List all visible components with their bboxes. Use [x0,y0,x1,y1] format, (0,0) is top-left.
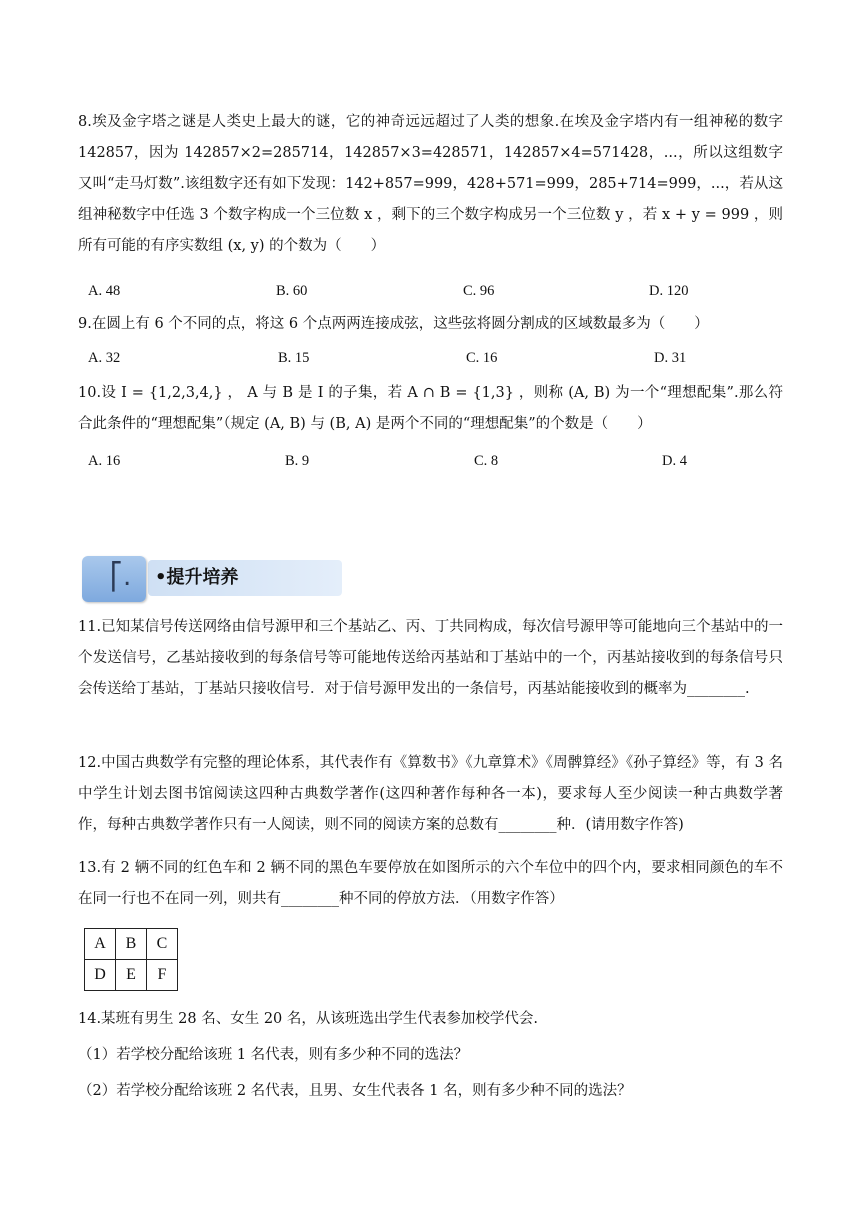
question-14-text: 14.某班有男生 28 名、女生 20 名，从该班选出学生代表参加校学代会. [78,1011,539,1027]
grid-cell-f: F [147,960,178,991]
question-10-text: 10.设 I = {1,2,3,4,} ， A 与 B 是 I 的子集，若 A ∩ B = {1,3} ，则称 (A, B) 为一个“理想配集”.那么符合此条件的“理想配集”（规定 (A, B) 与 (B, A) 是两个不同的“理想配集”的个数是（ ） [78,385,783,432]
section-title: •提升培养 [155,567,239,588]
q8-option-b: B. 60 [276,283,308,299]
q8-option-d: D. 120 [649,283,689,299]
q10-option-d: D. 4 [662,453,687,469]
question-14-part-1: （1）若学校分配给该班 1 名代表，则有多少种不同的选法？ [78,1047,469,1063]
question-8-options [88,279,728,303]
grid-cell-a: A [85,929,116,960]
q10-option-c: C. 8 [474,453,499,469]
q9-option-a: A. 32 [88,350,121,366]
q8-option-c: C. 96 [463,283,495,299]
parking-grid [84,928,178,991]
question-9-text: 9.在圆上有 6 个不同的点，将这 6 个点两两连接成弦，这些弦将圆分割成的区域数最多为（ ） [78,316,709,332]
question-14-part-2: （2）若学校分配给该班 2 名代表，且男、女生代表各 1 名，则有多少种不同的选法？ [78,1083,632,1099]
q10-option-b: B. 9 [285,453,310,469]
grid-cell-b: B [116,929,147,960]
bracket-icon: ⎡. [110,562,132,592]
grid-row [85,960,178,991]
q9-option-c: C. 16 [466,350,498,366]
q10-option-a: A. 16 [88,453,121,469]
question-9-options [88,346,728,370]
question-11-text: 11.已知某信号传送网络由信号源甲和三个基站乙、丙、丁共同构成，每次信号源甲等可能地向三个基站中的一个发送信号，乙基站接收到的每条信号等可能地传送给丙基站和丁基站中的一个，丙基站接收到的每条信号只会传送给丁基站，丁基站只接收信号．对于信号源甲发出的一条信号，丙基站能接收到的概率为________. [78,619,783,697]
grid-cell-e: E [116,960,147,991]
grid-cell-d: D [85,960,116,991]
q9-option-b: B. 15 [278,350,310,366]
question-12-text: 12.中国古典数学有完整的理论体系，其代表作有《算数书》《九章算术》《周髀算经》《孙子算经》等，有 3 名中学生计划去图书馆阅读这四种古典数学著作(这四种著作每种各一本)，要求每人至少阅读一种古典数学著作，每种古典数学著作只有一人阅读，则不同的阅读方案的总数有________种．(请用数字作答) [78,755,783,833]
q9-option-d: D. 31 [654,350,687,366]
section-header-icon-box [82,556,146,602]
q8-option-a: A. 48 [88,283,121,299]
grid-row [85,929,178,960]
section-header [82,556,262,602]
question-10-options [88,449,728,473]
grid-cell-c: C [147,929,178,960]
question-8-text: 8.埃及金字塔之谜是人类史上最大的谜，它的神奇远远超过了人类的想象.在埃及金字塔内有一组神秘的数字 142857，因为 142857×2=285714，142857×3=428571，142857×4=571428，...，所以这组数字又叫“走马灯数”.该组数字还有如下发现：142+857=999，428+571=999，285+714=999，...，若从这组神秘数字中任选 3 个数字构成一个三位数 x ，剩下的三个数字构成另一个三位数 y ，若 x + y = 999 ，则所有可能的有序实数组 (x, y) 的个数为（ ） [78,114,783,254]
question-13-text: 13.有 2 辆不同的红色车和 2 辆不同的黑色车要停放在如图所示的六个车位中的四个内，要求相同颜色的车不在同一行也不在同一列，则共有________种不同的停放方法．（用数字作答） [78,860,783,907]
